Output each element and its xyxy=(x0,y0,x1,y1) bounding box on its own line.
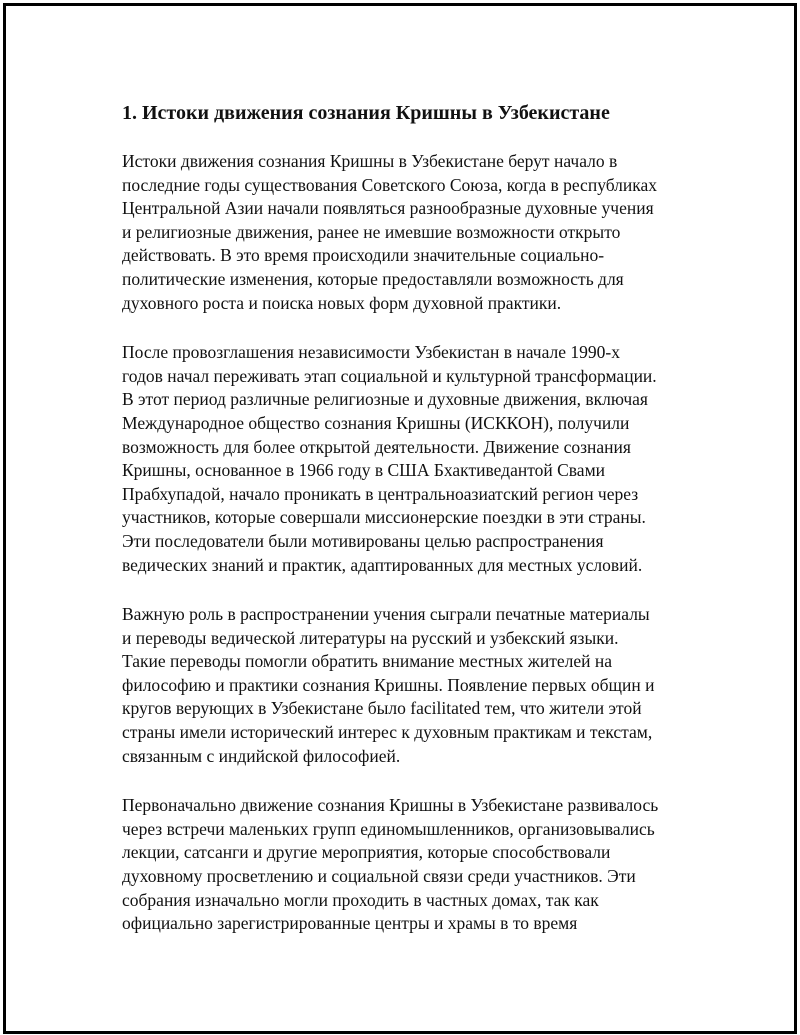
paragraph-line: Истоки движения сознания Кришны в Узбекистане берут начало в xyxy=(122,151,618,171)
paragraph-line: Важную роль в распространении учения сыграли печатные материалы xyxy=(122,604,650,625)
paragraph-line: Центральной Азии начали появляться разнообразные духовные учения xyxy=(122,198,654,219)
document-body xyxy=(122,98,702,962)
paragraph-line: духовного роста и поиска новых форм духовной практики. xyxy=(122,292,562,313)
paragraph-line: участников, которые совершали миссионерские поездки в эти страны. xyxy=(122,507,646,528)
paragraph-line: через встречи маленьких групп единомышленников, организовывались xyxy=(122,818,655,839)
paragraph-line: кругов верующих в Узбекистане было facilitated тем, что жители этой xyxy=(122,698,642,719)
paragraph-line: страны имели исторический интерес к духовным практикам и текстам, xyxy=(122,722,653,743)
paragraph-line: Прабхупадой, начало проникать в центральноазиатский регион через xyxy=(122,483,639,504)
paragraph-line: последние годы существования Советского Союза, когда в республиках xyxy=(122,174,658,195)
page-frame xyxy=(3,3,797,1034)
paragraph-origins xyxy=(122,150,702,315)
paragraph-line: связанным с индийской философией. xyxy=(122,745,401,766)
paragraph-line: и религиозные движения, ранее не имевшие возможности открыто xyxy=(122,221,621,242)
paragraph-line: Эти последователи были мотивированы целью распространения xyxy=(122,530,604,551)
paragraph-independence xyxy=(122,341,702,577)
section-heading: 1. Истоки движения сознания Кришны в Узбекистане xyxy=(122,102,610,124)
paragraph-line: Такие переводы помогли обратить внимание местных жителей на xyxy=(122,651,612,672)
paragraph-literature xyxy=(122,603,702,768)
paragraph-line: и переводы ведической литературы на русский и узбекский языки. xyxy=(122,627,619,648)
paragraph-line: Первоначально движение сознания Кришны в Узбекистане развивалось xyxy=(122,795,659,816)
paragraph-line: собрания изначально могли проходить в частных домах, так как xyxy=(122,889,599,910)
paragraph-line: духовному просветлению и социальной связи среди участников. Эти xyxy=(122,866,636,887)
paragraph-line: философию и практики сознания Кришны. Появление первых общин и xyxy=(122,674,655,695)
paragraph-line: ведических знаний и практик, адаптированных для местных условий. xyxy=(122,554,643,575)
paragraph-line: После провозглашения независимости Узбекистан в начале 1990-х xyxy=(122,342,620,363)
paragraph-line: Международное общество сознания Кришны (ИСККОН), получили xyxy=(122,412,630,433)
paragraph-line: политические изменения, которые предоставляли возможность для xyxy=(122,268,624,289)
paragraph-line: В этот период различные религиозные и духовные движения, включая xyxy=(122,389,648,410)
paragraph-line: официально зарегистрированные центры и храмы в то время xyxy=(122,913,578,934)
paragraph-line: лекции, сатсанги и другие мероприятия, которые способствовали xyxy=(122,842,611,863)
paragraph-line: возможность для более открытой деятельности. Движение сознания xyxy=(122,436,631,457)
paragraph-line: Кришны, основанное в 1966 году в США Бхактиведантой Свами xyxy=(122,460,606,481)
paragraph-early-groups xyxy=(122,794,702,936)
paragraph-line: действовать. В это время происходили значительные социально- xyxy=(122,245,605,266)
paragraph-line: годов начал переживать этап социальной и культурной трансформации. xyxy=(122,365,657,386)
